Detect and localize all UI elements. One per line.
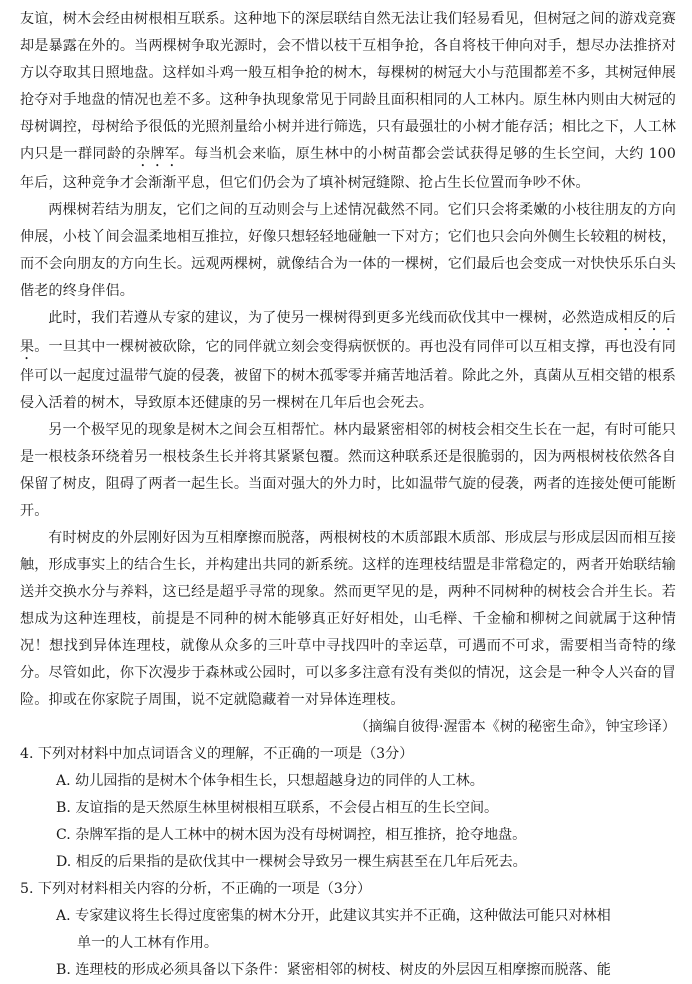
- emphasized-term-xiangfan-houguo: 相反的后果: [20, 310, 676, 355]
- source-citation: （摘编自彼得·渥雷本《树的秘密生命》，钟宝珍译）: [354, 719, 676, 735]
- question-5-stem: 5. 下列对材料相关内容的分析，不正确的一项是（3分）: [20, 881, 372, 897]
- article-paragraph-2: 两棵树若结为朋友，它们之间的互动则会与上述情况截然不同。它们只会将柔嫩的小枝往朋友的方向伸展，小枝丫间会温柔地相互推拉，好像只想轻轻地碰触一下对方；它们也只会向外侧生长较粗的树枝，而不会向朋友的方向生长。远观两棵树，就像结合为一体的一棵树，它们最后也会变成一对快快乐乐白头偕老的终身伴侣。: [20, 202, 676, 299]
- question-4-stem: 4. 下列对材料中加点词语含义的理解，不正确的一项是（3分）: [20, 746, 414, 762]
- question-5-option-a[interactable]: A. 专家建议将生长得过度密集的树木分开，此建议其实并不正确，这种做法可能只对林相 单一的人工林有作用。: [56, 908, 611, 951]
- question-4-option-d[interactable]: D. 相反的后果指的是砍伐其中一棵树会导致另一棵生病甚至在几年后死去。: [56, 854, 527, 870]
- article-paragraph-5: 有时树皮的外层刚好因为互相摩擦而脱落，两根树枝的木质部跟木质部、形成层与形成层因而相互接触，形成事实上的结合生长，并构建出共同的新系统。这样的连理枝结盟是非常稳定的，两者开始联结输送并交换水分与养料，这已经是超乎寻常的现象。然而更罕见的是，两种不同树种的树枝会合并生长。若想成为这种连理枝，前提是不同种的树木能够真正好好相处，山毛榉、千金榆和柳树之间就属于这种情况！想找到异体连理枝，就像从众多的三叶草中寻找四叶的幸运草，可遇而不可求，需要相当奇特的缘分。尽管如此，你下次漫步于森林或公园时，可以多多注意有没有类似的情况，这会是一种令人兴奋的冒险。抑或在你家院子周围，说不定就隐藏着一对异体连理枝。: [20, 530, 676, 708]
- question-4-option-a[interactable]: A. 幼儿园指的是树木个体争相生长，只想超越身边的同伴的人工林。: [56, 773, 484, 789]
- article-paragraph-4: 另一个极罕见的现象是树木之间会互相帮忙。林内最紧密相邻的树枝会相交生长在一起，有时可能只是一根枝条环绕着另一根枝条生长并将其紧紧包覆。然而这种联系还是很脆弱的，因为两根树枝依然各自保留了树皮，阻碍了两者一起生长。当面对强大的外力时，比如温带气旋的侵袭，两者的连接处便可能断开。: [20, 422, 676, 519]
- question-4-option-c[interactable]: C. 杂牌军指的是人工林中的树木因为没有母树调控，相互推挤，抢夺地盘。: [56, 827, 527, 843]
- exam-page: [20, 6, 676, 984]
- article-paragraph-3: 此时，我们若遵从专家的建议，为了使另一棵树得到更多光线而砍伐其中一棵树，必然造成相反的后果。一旦其中一棵树被砍除，它的同伴就立刻会变得病恹恹的。再也没有同伴可以互相支撑，再也没有同伴可以一起度过温带气旋的侵袭，被留下的树木孤零零并痛苦地活着。除此之外，真菌从互相交错的根系侵入活着的树木，导致原本还健康的另一棵树在几年后也会死去。: [20, 310, 676, 411]
- question-4-option-b[interactable]: B. 友谊指的是天然原生林里树根相互联系，不会侵占相互的生长空间。: [56, 800, 499, 816]
- emphasized-term-zapaijun: 杂牌军: [136, 146, 180, 162]
- question-5-option-b[interactable]: B. 连理枝的形成必须具备以下条件：紧密相邻的树枝、树皮的外层因互相摩擦而脱落、能: [56, 962, 611, 978]
- article-paragraph-1: 友谊，树木会经由树根相互联系。这种地下的深层联结自然无法让我们轻易看见，但树冠之间的游戏竞赛却是暴露在外的。当两棵树争取光源时，会不惜以枝干互相争抢，各自将枝干伸向对手，想尽办法推挤对方以夺取其日照地盘。这样如斗鸡一般互相争抢的树木，每棵树的树冠大小与范围都差不多，其树冠伸展抢夺对手地盘的情况也差不多。这种争执现象常见于同龄且面积相同的人工林内。原生林内则由大树冠的母树调控，母树给予很低的光照剂量给小树并进行筛选，只有最强壮的小树才能存活；相比之下，人工林内只是一群同龄的杂牌军。每当机会来临，原生林中的小树苗都会尝试获得足够的生长空间，大约 100 年后，这种竞争才会渐渐平息，但它们仍会为了填补树冠缝隙、抢占生长位置而争吵不休。: [20, 11, 677, 191]
